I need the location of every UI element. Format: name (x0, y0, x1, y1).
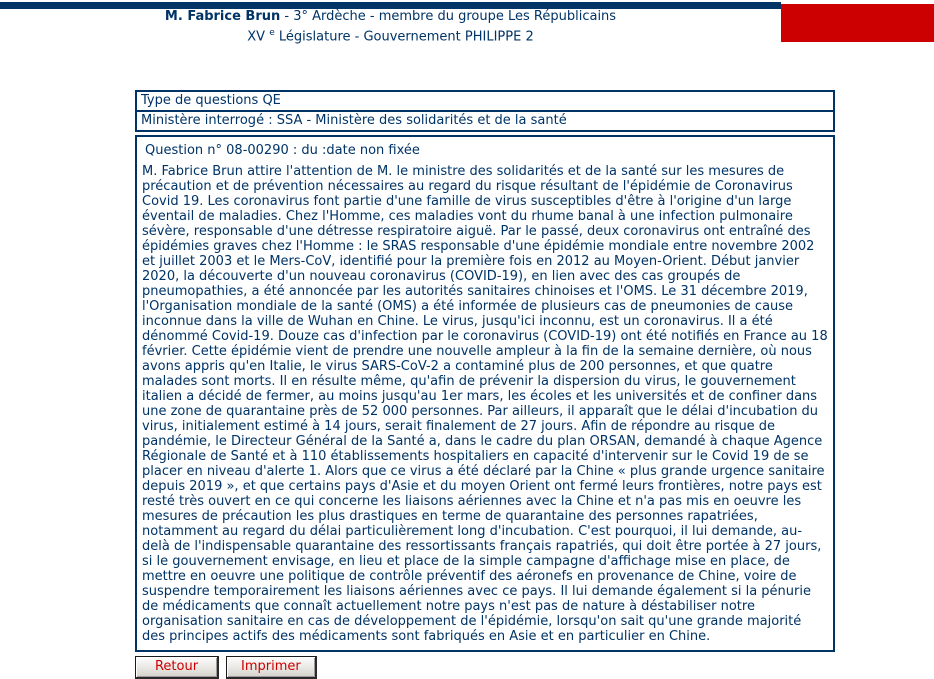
question-type-row (135, 90, 835, 112)
legislature-superscript: e (269, 28, 275, 38)
legislature-prefix: XV (247, 29, 270, 45)
ministry-label: Ministère interrogé : SSA - Ministère des solidarités et de la santé (141, 113, 567, 128)
page-header (0, 9, 781, 45)
deputy-name: M. Fabrice Brun (164, 9, 281, 24)
header-line-legislature (0, 25, 781, 45)
ministry-row (135, 110, 835, 132)
retour-button[interactable]: Retour (135, 656, 219, 679)
deputy-info: - 3° Ardèche - membre du groupe Les Républicains (280, 9, 617, 24)
top-navy-bar (0, 2, 781, 9)
imprimer-button[interactable]: Imprimer (226, 656, 317, 679)
question-type-label: Type de questions QE (141, 93, 281, 108)
question-body-text: M. Fabrice Brun attire l'attention de M. le ministre des solidarités et de la santé sur les mesures de précaution et de prévention nécessaires au regard du risque résultant de l'épidémie de Coronavirus Covid 19. Les coronavirus font partie d'une famille de virus susceptibles d'être à l'origine d'un large éventail de maladies. Chez l'Homme, ces maladies vont du rhume banal à une infection pulmonaire sévère, responsable d'une détresse respiratoire aiguë. Par le passé, deux coronavirus ont entraîné des épidémies graves chez l'Homme : le SRAS responsable d'une épidémie mondiale entre novembre 2002 et juillet 2003 et le Mers-CoV, identifié pour la première fois en 2012 au Moyen-Orient. Début janvier 2020, la découverte d'un nouveau coronavirus (COVID-19), en lien avec des cas groupés de pneumopathies, a été annoncée par les autorités sanitaires chinoises et l'OMS. Le 31 décembre 2019, l'Organisation mondiale de la santé (OMS) a été informée de plusieurs cas de pneumonies de cause inconnue dans la ville de Wuhan en Chine. Le virus, jusqu'ici inconnu, est un coronavirus. Il a été dénommé Covid-19. Douze cas d'infection par le coronavirus (COVID-19) ont été notifiés en France au 18 février. Cette épidémie vient de prendre une nouvelle ampleur à la fin de la semaine dernière, où nous avons appris qu'en Italie, le virus SARS-CoV-2 a contaminé plus de 200 personnes, et que quatre malades sont morts. Il en résulte même, qu'afin de prévenir la dispersion du virus, le gouvernement italien a décidé de fermer, au moins jusqu'au 1er mars, les écoles et les universités et de confiner dans une zone de quarantaine près de 52 000 personnes. Par ailleurs, il apparaît que le délai d'incubation du virus, initialement estimé à 14 jours, serait finalement de 27 jours. Afin de répondre au risque de pandémie, le Directeur Général de la Santé a, dans le cadre du plan ORSAN, demandé à chaque Agence Régionale de Santé et à 110 établissements hospitaliers en capacité d'intervenir sur le Covid 19 de se placer en niveau d'alerte 1. Alors que ce virus a été déclaré par la Chine « plus grande urgence sanitaire depuis 2019 », et que certains pays d'Asie et du moyen Orient ont fermé leurs frontières, notre pays est resté très ouvert en ce qui concerne les liaisons aériennes avec la Chine et n'a pas mis en oeuvre les mesures de précaution les plus drastiques en terme de quarantaine des personnes rapatriées, notamment au regard du délai particulièrement long d'incubation. C'est pourquoi, il lui demande, au-delà de l'indispensable quarantaine des ressortissants français rapatriés, qui doit être portée à 27 jours, si le gouvernement envisage, en lieu et place de la simple campagne d'affichage mise en place, de mettre en oeuvre une politique de contrôle préventif des aéronefs en provenance de Chine, voire de suspendre temporairement les liaisons aériennes avec ce pays. Il lui demande également si la pénurie de médicaments que connaît actuellement notre pays n'est pas de nature à déstabiliser notre organisation sanitaire en cas de développement de l'épidémie, lorsqu'on sait qu'une grande majorité des principes actifs des médicaments sont fabriqués en Asie et en particulier en Chine. (142, 164, 828, 644)
header-line-deputy (0, 9, 781, 25)
red-corner-block (781, 4, 934, 42)
question-panel (135, 90, 835, 679)
legislature-rest: Législature - Gouvernement PHILIPPE 2 (274, 29, 534, 45)
question-box (135, 135, 835, 652)
question-number-line: Question n° 08-00290 : du :date non fixée (145, 143, 420, 158)
